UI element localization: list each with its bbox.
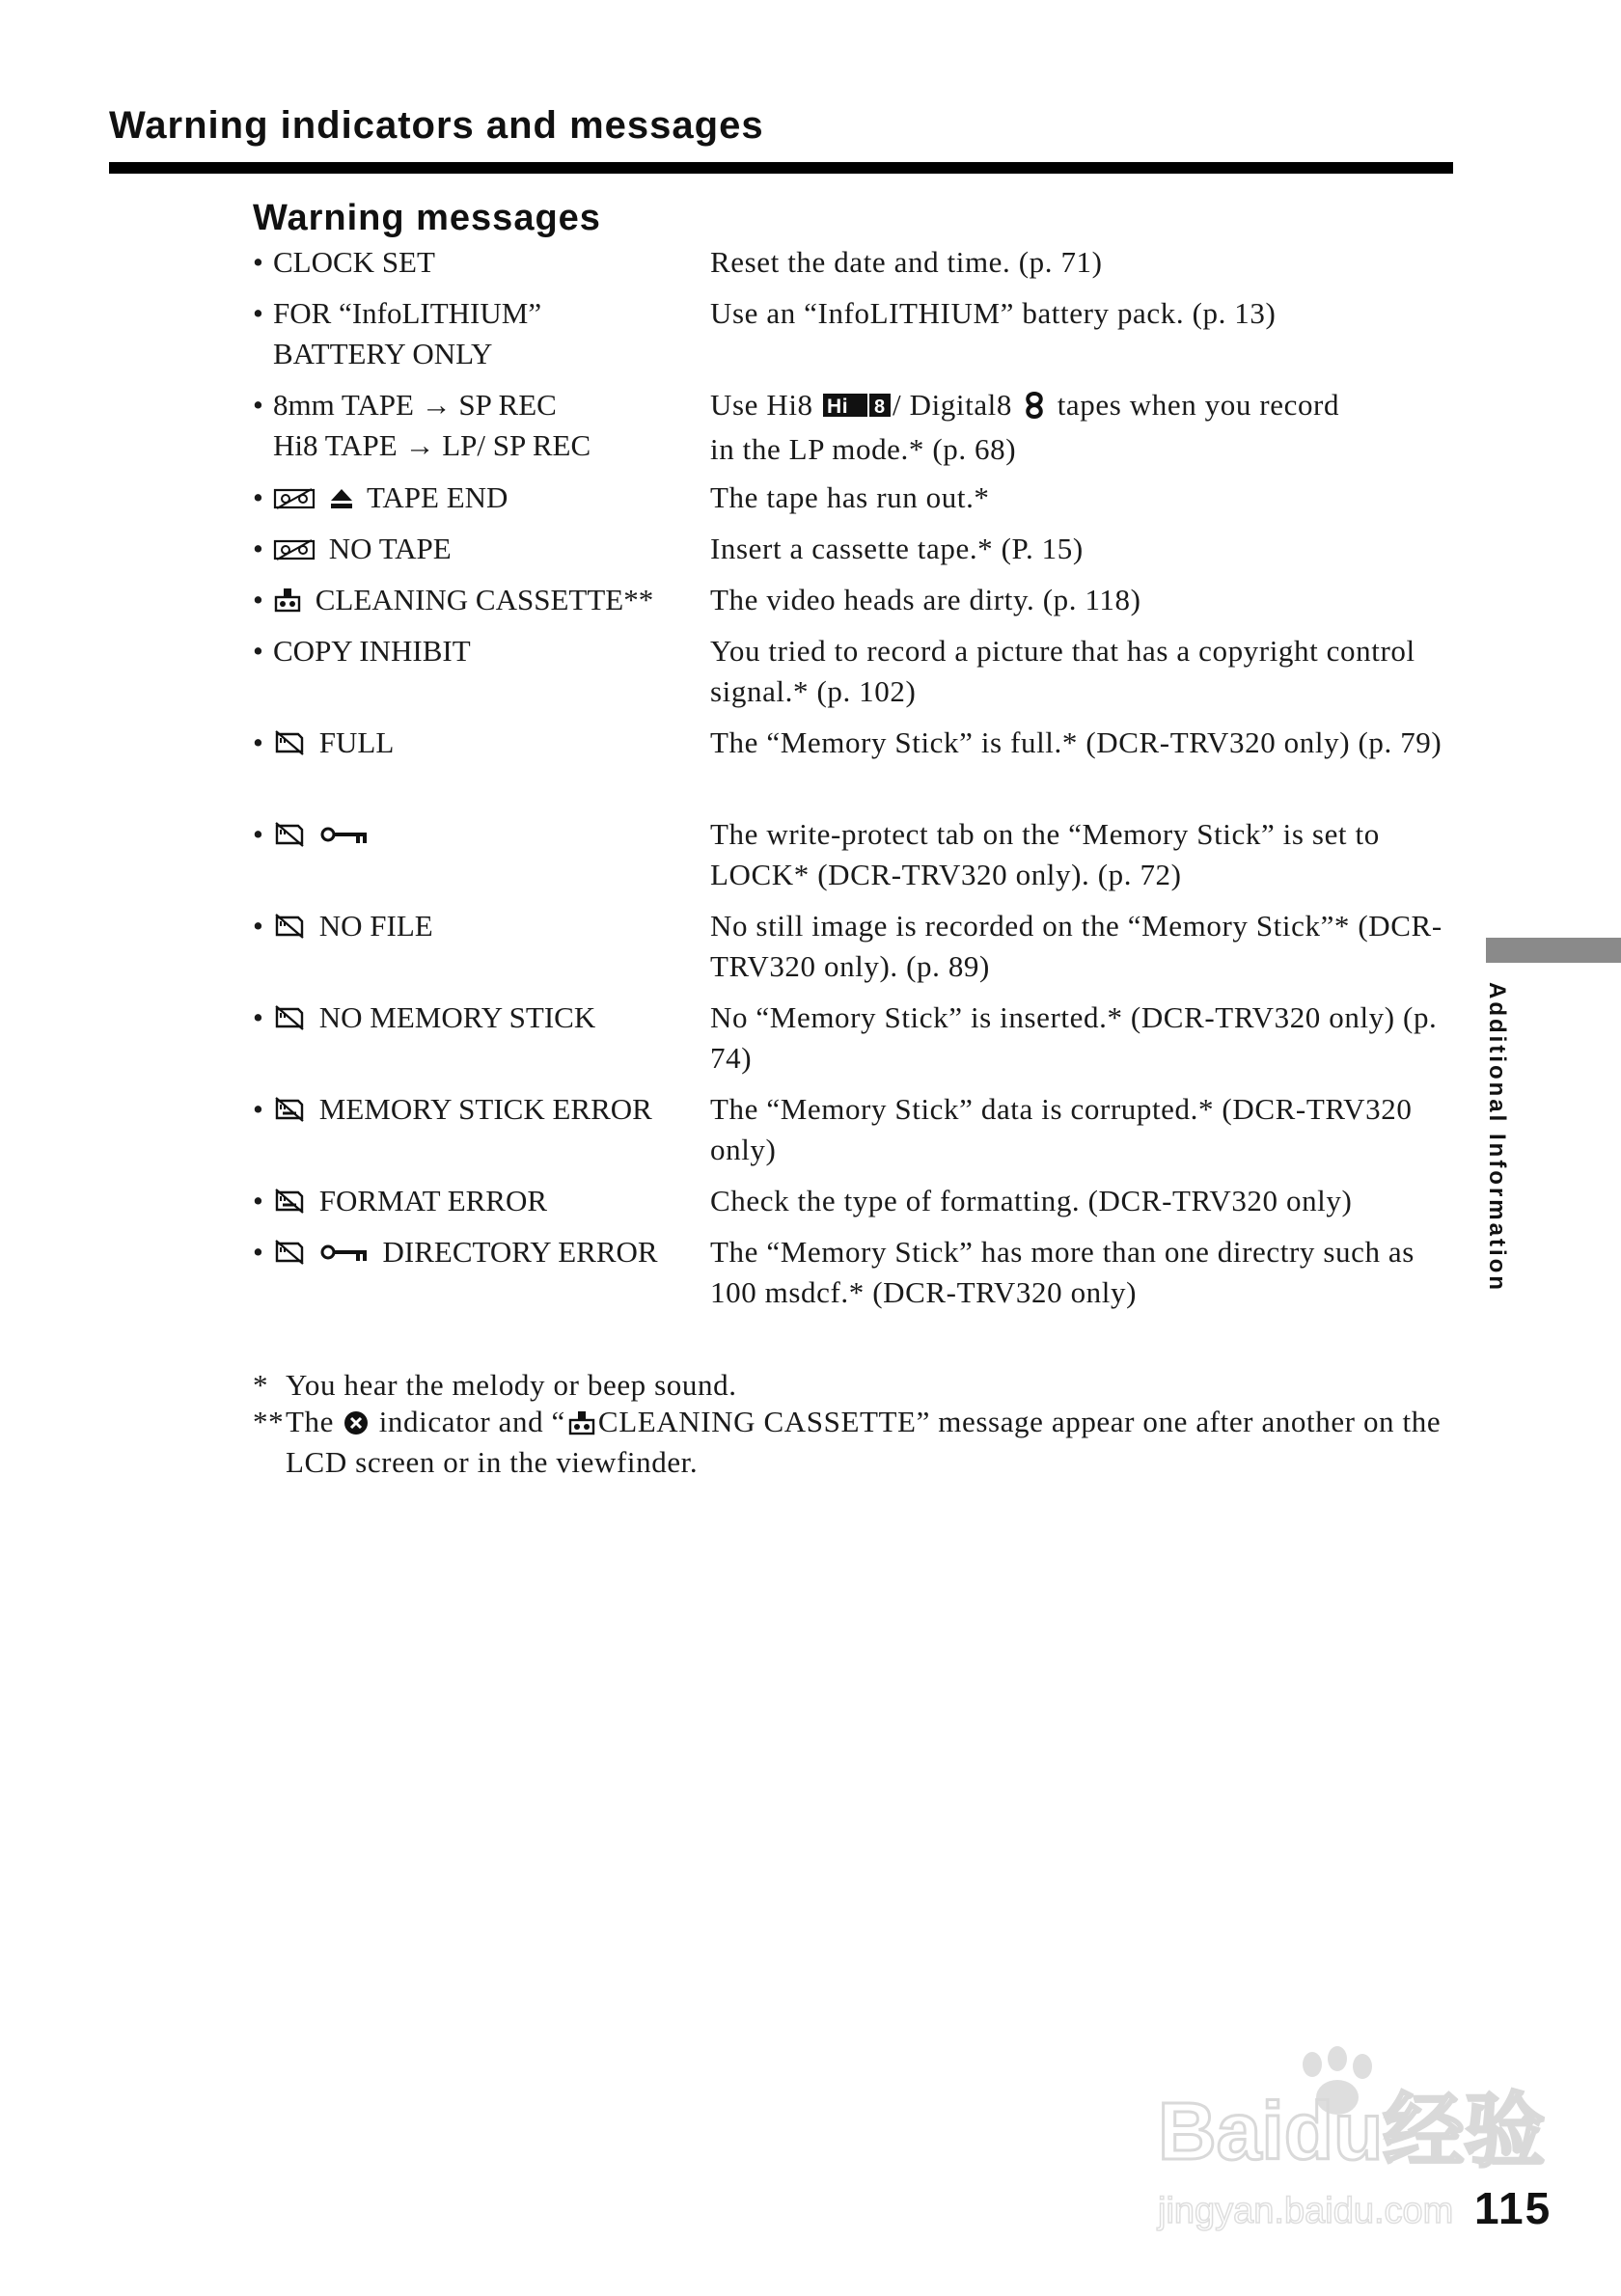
memory-stick-error-icon — [273, 1187, 306, 1214]
bullet: • — [253, 296, 263, 330]
bullet: • — [253, 634, 263, 668]
message-row — [253, 529, 1449, 580]
message-indicator: FULL — [318, 725, 395, 759]
footnote-text: The — [286, 1405, 334, 1438]
cassette-icon — [273, 538, 316, 561]
message-description: Use Hi8 Hi 8 / Digital8 tapes when you record in the LP mode.* (p. 68) — [710, 388, 1340, 466]
message-indicator: COPY INHIBIT — [273, 634, 471, 668]
message-row — [253, 478, 1449, 529]
memory-stick-icon — [273, 1238, 306, 1265]
digital8-logo-icon — [1022, 389, 1047, 429]
page-header: Warning indicators and messages — [109, 104, 764, 147]
side-tab-label: Additional Information — [1484, 982, 1510, 1293]
message-description: The video heads are dirty. (p. 118) — [710, 583, 1141, 616]
bullet: • — [253, 909, 263, 943]
footnote-1 — [253, 1367, 1459, 1404]
message-indicator: NO MEMORY STICK — [318, 1000, 596, 1034]
message-row — [253, 1089, 1449, 1181]
hi8-logo-icon — [823, 389, 891, 429]
cleaning-cassette-icon — [567, 1408, 596, 1444]
message-indicator: FORMAT ERROR — [318, 1184, 548, 1217]
footnote-mark: ** — [253, 1405, 285, 1438]
message-indicator-line2: Hi8 TAPE → LP/ SP REC — [273, 428, 591, 462]
side-tab-marker — [1486, 938, 1621, 963]
message-description: Reset the date and time. (p. 71) — [710, 245, 1103, 279]
bullet: • — [253, 725, 263, 759]
key-icon — [319, 1242, 370, 1265]
bullet: • — [253, 1092, 263, 1126]
key-icon — [319, 824, 370, 847]
message-row — [253, 293, 1449, 385]
memory-stick-icon — [273, 820, 306, 847]
watermark-url: jingyan.baidu.com — [1158, 2191, 1454, 2231]
message-row — [253, 723, 1449, 814]
message-description: Check the type of formatting. (DCR-TRV320 only) — [710, 1184, 1353, 1217]
memory-stick-icon — [273, 728, 306, 755]
message-indicator: CLEANING CASSETTE** — [315, 583, 654, 616]
message-description: Insert a cassette tape.* (P. 15) — [710, 532, 1084, 565]
message-indicator: MEMORY STICK ERROR — [318, 1092, 652, 1126]
bullet: • — [253, 1184, 263, 1217]
message-description: The write-protect tab on the “Memory Stick” is set to LOCK* (DCR-TRV320 only). (p. 72) — [710, 817, 1380, 891]
svg-text:Hi: Hi — [827, 396, 849, 418]
message-description: The “Memory Stick” data is corrupted.* (DCR-TRV320 only) — [710, 1092, 1413, 1166]
message-indicator: CLOCK SET — [273, 245, 435, 279]
footnote-mark: * — [253, 1368, 269, 1402]
cassette-icon — [273, 487, 316, 510]
message-description: Use an “InfoLITHIUM” battery pack. (p. 13) — [710, 296, 1277, 330]
message-indicator: TAPE END — [366, 480, 508, 514]
bullet: • — [253, 388, 263, 422]
header-rule — [109, 162, 1453, 174]
bullet: • — [253, 1000, 263, 1034]
memory-stick-icon — [273, 1003, 306, 1030]
message-row — [253, 631, 1449, 723]
cleaning-cassette-icon — [273, 588, 302, 613]
eject-icon — [329, 487, 354, 510]
message-row — [253, 242, 1449, 293]
messages-table — [253, 242, 1449, 1324]
watermark-brand: Baidu经验 — [1158, 2086, 1546, 2176]
message-row — [253, 1181, 1449, 1232]
memory-stick-error-icon — [273, 1095, 306, 1122]
message-row — [253, 580, 1449, 631]
message-description: The “Memory Stick” has more than one directry such as 100 msdcf.* (DCR-TRV320 only) — [710, 1235, 1415, 1309]
message-indicator: FOR “InfoLITHIUM” BATTERY ONLY — [273, 296, 542, 370]
message-indicator: NO TAPE — [328, 532, 452, 565]
memory-stick-icon — [273, 912, 306, 939]
message-indicator: NO FILE — [318, 909, 433, 943]
bullet: • — [253, 817, 263, 851]
message-description: The tape has run out.* — [710, 480, 990, 514]
message-description: The “Memory Stick” is full.* (DCR-TRV320 only) (p. 79) — [710, 725, 1442, 759]
bullet: • — [253, 1235, 263, 1269]
bullet: • — [253, 480, 263, 514]
message-row — [253, 814, 1449, 906]
message-indicator: DIRECTORY ERROR — [382, 1235, 658, 1269]
section-title: Warning messages — [253, 198, 601, 238]
message-indicator: 8mm TAPE → SP REC — [273, 388, 557, 422]
message-description: You tried to record a picture that has a copyright control signal.* (p. 102) — [710, 634, 1415, 708]
svg-text:8: 8 — [874, 396, 886, 418]
footnote-text: You hear the melody or beep sound. — [286, 1368, 737, 1402]
footnotes — [253, 1367, 1459, 1481]
message-row — [253, 998, 1449, 1089]
warning-x-icon — [343, 1408, 369, 1444]
message-row — [253, 385, 1449, 478]
message-row — [253, 1232, 1449, 1324]
message-row — [253, 906, 1449, 998]
bullet: • — [253, 583, 263, 616]
bullet: • — [253, 245, 263, 279]
bullet: • — [253, 532, 263, 565]
page-number: 115 — [1474, 2183, 1552, 2233]
message-description: No “Memory Stick” is inserted.* (DCR-TRV320 only) (p. 74) — [710, 1000, 1438, 1075]
footnote-2: ** The indicator and “ CLEANING CASSETTE” message appear one after another on the LCD screen or in the viewfinder. — [253, 1405, 1442, 1479]
message-description: No still image is recorded on the “Memory Stick”* (DCR-TRV320 only). (p. 89) — [710, 909, 1442, 983]
